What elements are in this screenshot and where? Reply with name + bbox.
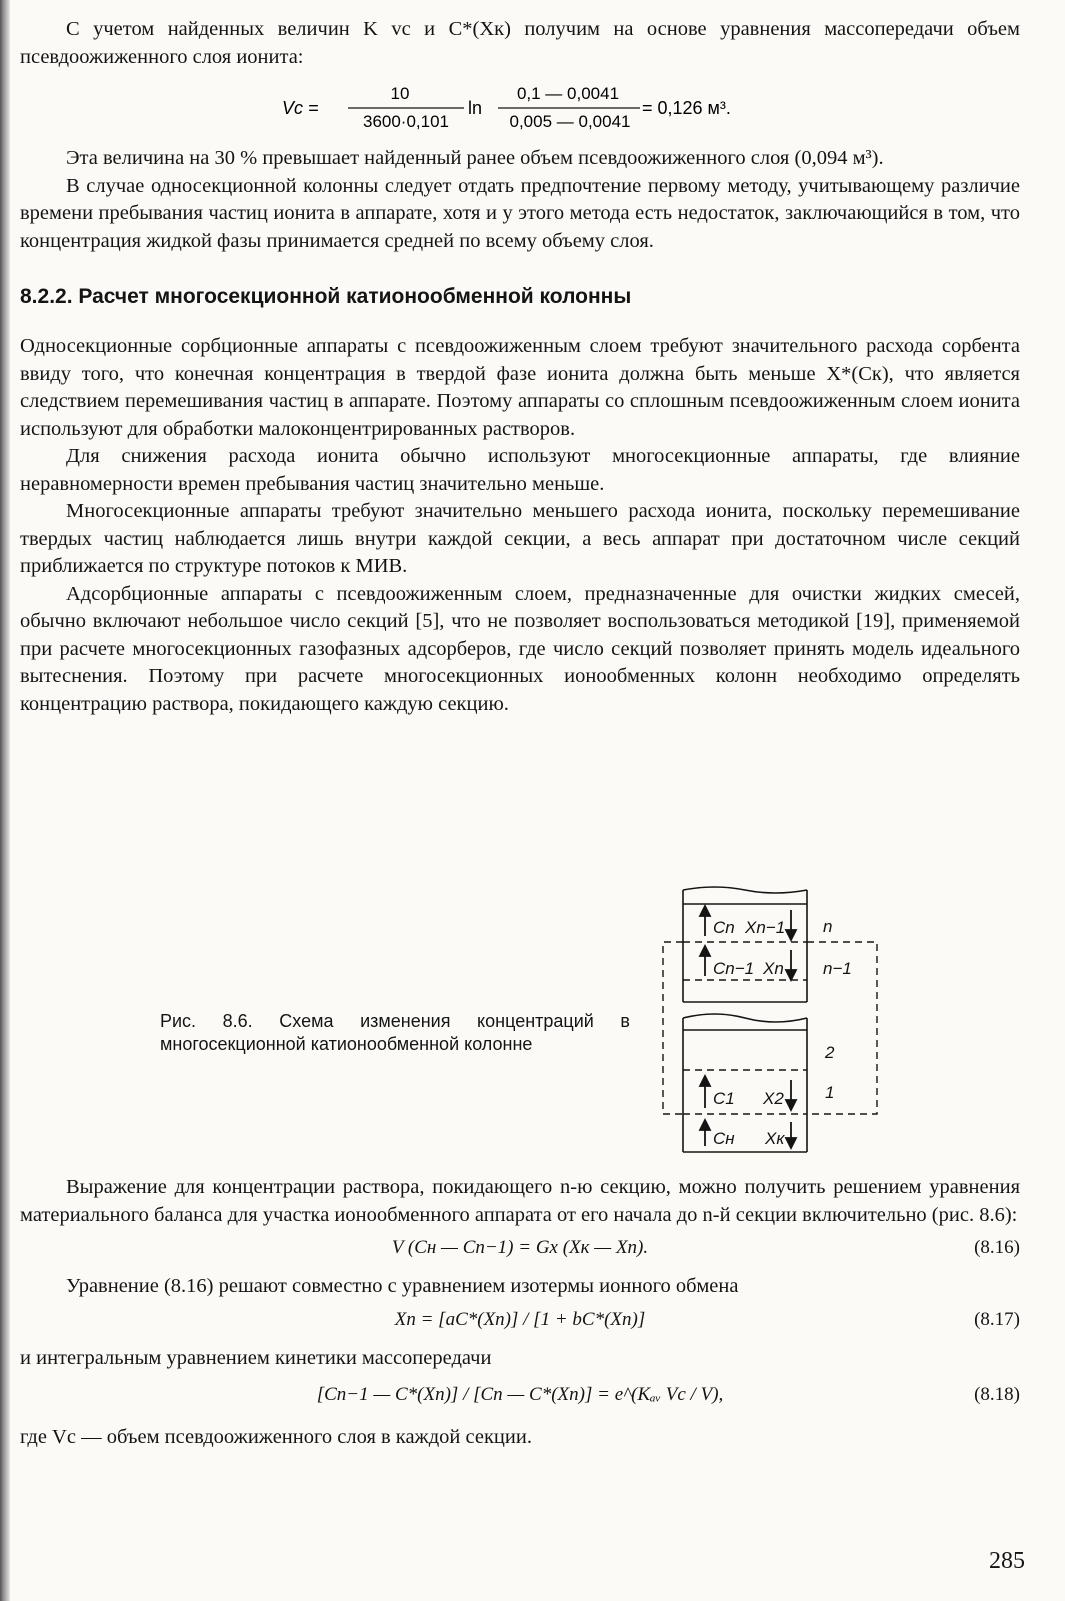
label-ch: Cн bbox=[713, 1129, 735, 1148]
paragraph-vc-definition: где Vc — объем псевдоожиженного слоя в каждой секции. bbox=[20, 1426, 532, 1448]
book-spine-shadow bbox=[0, 0, 10, 1601]
equation-volume bbox=[20, 77, 1020, 137]
paragraph-volume-comparison: Эта величина на 30 % превышает найденный ранее объем псевдоожиженного слоя (0,094 м³). bbox=[66, 147, 884, 169]
eq-rhs: = 0,126 м³. bbox=[642, 98, 731, 118]
equation-volume-svg bbox=[20, 77, 1020, 137]
label-xn1: Xn−1 bbox=[745, 918, 786, 937]
arrowhead-down-xn1 bbox=[786, 930, 796, 940]
arrowhead-down-xk bbox=[786, 1138, 796, 1148]
eq-ln: ln bbox=[468, 98, 483, 118]
paragraph-single-section: В случае односекционной колонны следует отдать предпочтение первому методу, учитывающему различие времени пребывания частиц ионита в аппарате, хотя и у этого метода есть недостаток, заключающийся в том, что концентрация жидкой фазы принимается средней по всему объему слоя. bbox=[20, 174, 1020, 252]
arrowhead-up-ch bbox=[700, 1120, 710, 1130]
equation-8-17 bbox=[20, 1305, 1020, 1335]
eq-num1: 10 bbox=[390, 84, 410, 103]
paragraph-leaving-concentration: Выражение для концентрации раствора, покидающего n-ю секцию, можно получить решением уравнения материального баланса для участка ионообменного аппарата от его начала до n-й секции включительно (рис. 8.6): bbox=[20, 1176, 1020, 1226]
page-body-lower bbox=[20, 1174, 1020, 1452]
page-number: 285 bbox=[989, 1548, 1025, 1574]
equation-8-16-text: V (Cн — Cn−1) = Gx (Xк — Xn). bbox=[391, 1237, 649, 1258]
equation-8-17-text: Xn = [aC*(Xn)] / [1 + bC*(Xn)] bbox=[394, 1308, 646, 1330]
paragraph-kinetics-intro: и интегральным уравнением кинетики массопередачи bbox=[20, 1346, 492, 1369]
arrowhead-down-x2 bbox=[786, 1100, 796, 1110]
section-label-2: 2 bbox=[825, 1043, 835, 1062]
arrowhead-up-cn bbox=[700, 906, 710, 916]
paragraph-isotherm-intro: Уравнение (8.16) решают совместно с уравнением изотермы ионного обмена bbox=[66, 1275, 739, 1297]
paragraph-adsorption-apparatus: Адсорбционные аппараты с псевдоожиженным слоем, предназначенные для очистки жидких смесей, обычно включают небольшое число секций [5], что не позволяет воспользоваться методикой [19], применяемой при расчете многосекционных газофазных адсорберов, где число секций позволяет принять модель идеального вытеснения. Поэтому при расчете многосекционных ионообменных колонн необходимо определять концентрацию раствора, покидающего каждую секцию. bbox=[20, 582, 1020, 715]
outer-envelope-left bbox=[663, 942, 683, 1114]
top-wavy-edge bbox=[683, 887, 807, 893]
equation-8-16-number: (8.16) bbox=[974, 1237, 1020, 1258]
section-heading: 8.2.2. Расчет многосекционной катионообменной колонны bbox=[20, 285, 632, 308]
label-cn: Cn bbox=[713, 918, 735, 937]
equation-8-16 bbox=[20, 1233, 1020, 1263]
section-label-n: n bbox=[823, 917, 833, 936]
label-c1: C1 bbox=[713, 1089, 735, 1108]
arrowhead-up-cn1 bbox=[700, 946, 710, 956]
paragraph-single-section-apparatus: Односекционные сорбционные аппараты с псевдоожиженным слоем требуют значительного расхода сорбента ввиду того, что конечная концентрация в твердой фазе ионита должна быть меньше X*(Cк), что является следствием перемешивания частиц в аппарате. Поэтому аппараты со сплошным псевдоожиженным слоем ионита используют для обработки малоконцентрированных растворов. bbox=[20, 335, 1020, 440]
arrowhead-down-xn bbox=[786, 970, 796, 980]
paragraph-intro: С учетом найденных величин K vc и C*(Xк) получим на основе уравнения массопередачи объем псевдоожиженного слоя ионита: bbox=[20, 18, 1020, 68]
paragraph-multisection-advantage: Многосекционные аппараты требуют значительно меньшего расхода ионита, поскольку перемешивание твердых частиц наблюдается лишь внутри каждой секции, а весь аппарат при достаточном числе секций приближается по структуре потоков к МИВ. bbox=[20, 500, 1020, 577]
eq-num2: 0,1 — 0,0041 bbox=[516, 84, 620, 103]
equation-8-18 bbox=[20, 1380, 1020, 1410]
equation-8-18-text: [Cn−1 — C*(Xn)] / [Cn — C*(Xn)] = e^(Kₐᵥ Vc / V), bbox=[316, 1384, 724, 1405]
figure-column-diagram bbox=[655, 880, 915, 1160]
eq-den1: 3600·0,101 bbox=[362, 112, 450, 131]
page-body bbox=[20, 14, 1020, 718]
section-label-1: 1 bbox=[825, 1083, 835, 1102]
label-xn: Xn bbox=[763, 959, 784, 978]
figure-caption: Рис. 8.6. Схема изменения концентраций в многосекционной катионообменной колонне bbox=[160, 1011, 630, 1054]
label-x2: X2 bbox=[763, 1089, 784, 1108]
equation-8-17-number: (8.17) bbox=[974, 1308, 1020, 1330]
eq-den2: 0,005 — 0,0041 bbox=[509, 112, 631, 131]
label-cn1: Cn−1 bbox=[713, 959, 755, 978]
bottom-wavy-edge bbox=[683, 1014, 807, 1022]
equation-8-18-number: (8.18) bbox=[974, 1384, 1020, 1405]
paragraph-multisection-use: Для снижения расхода ионита обычно используют многосекционные аппараты, где влияние неравномерности времен пребывания частиц значительно меньше. bbox=[20, 445, 1020, 495]
arrowhead-up-c1 bbox=[700, 1076, 710, 1086]
section-label-n1: n−1 bbox=[823, 959, 852, 978]
eq-lhs: Vc = bbox=[282, 98, 319, 118]
label-xk: Xк bbox=[765, 1129, 785, 1148]
